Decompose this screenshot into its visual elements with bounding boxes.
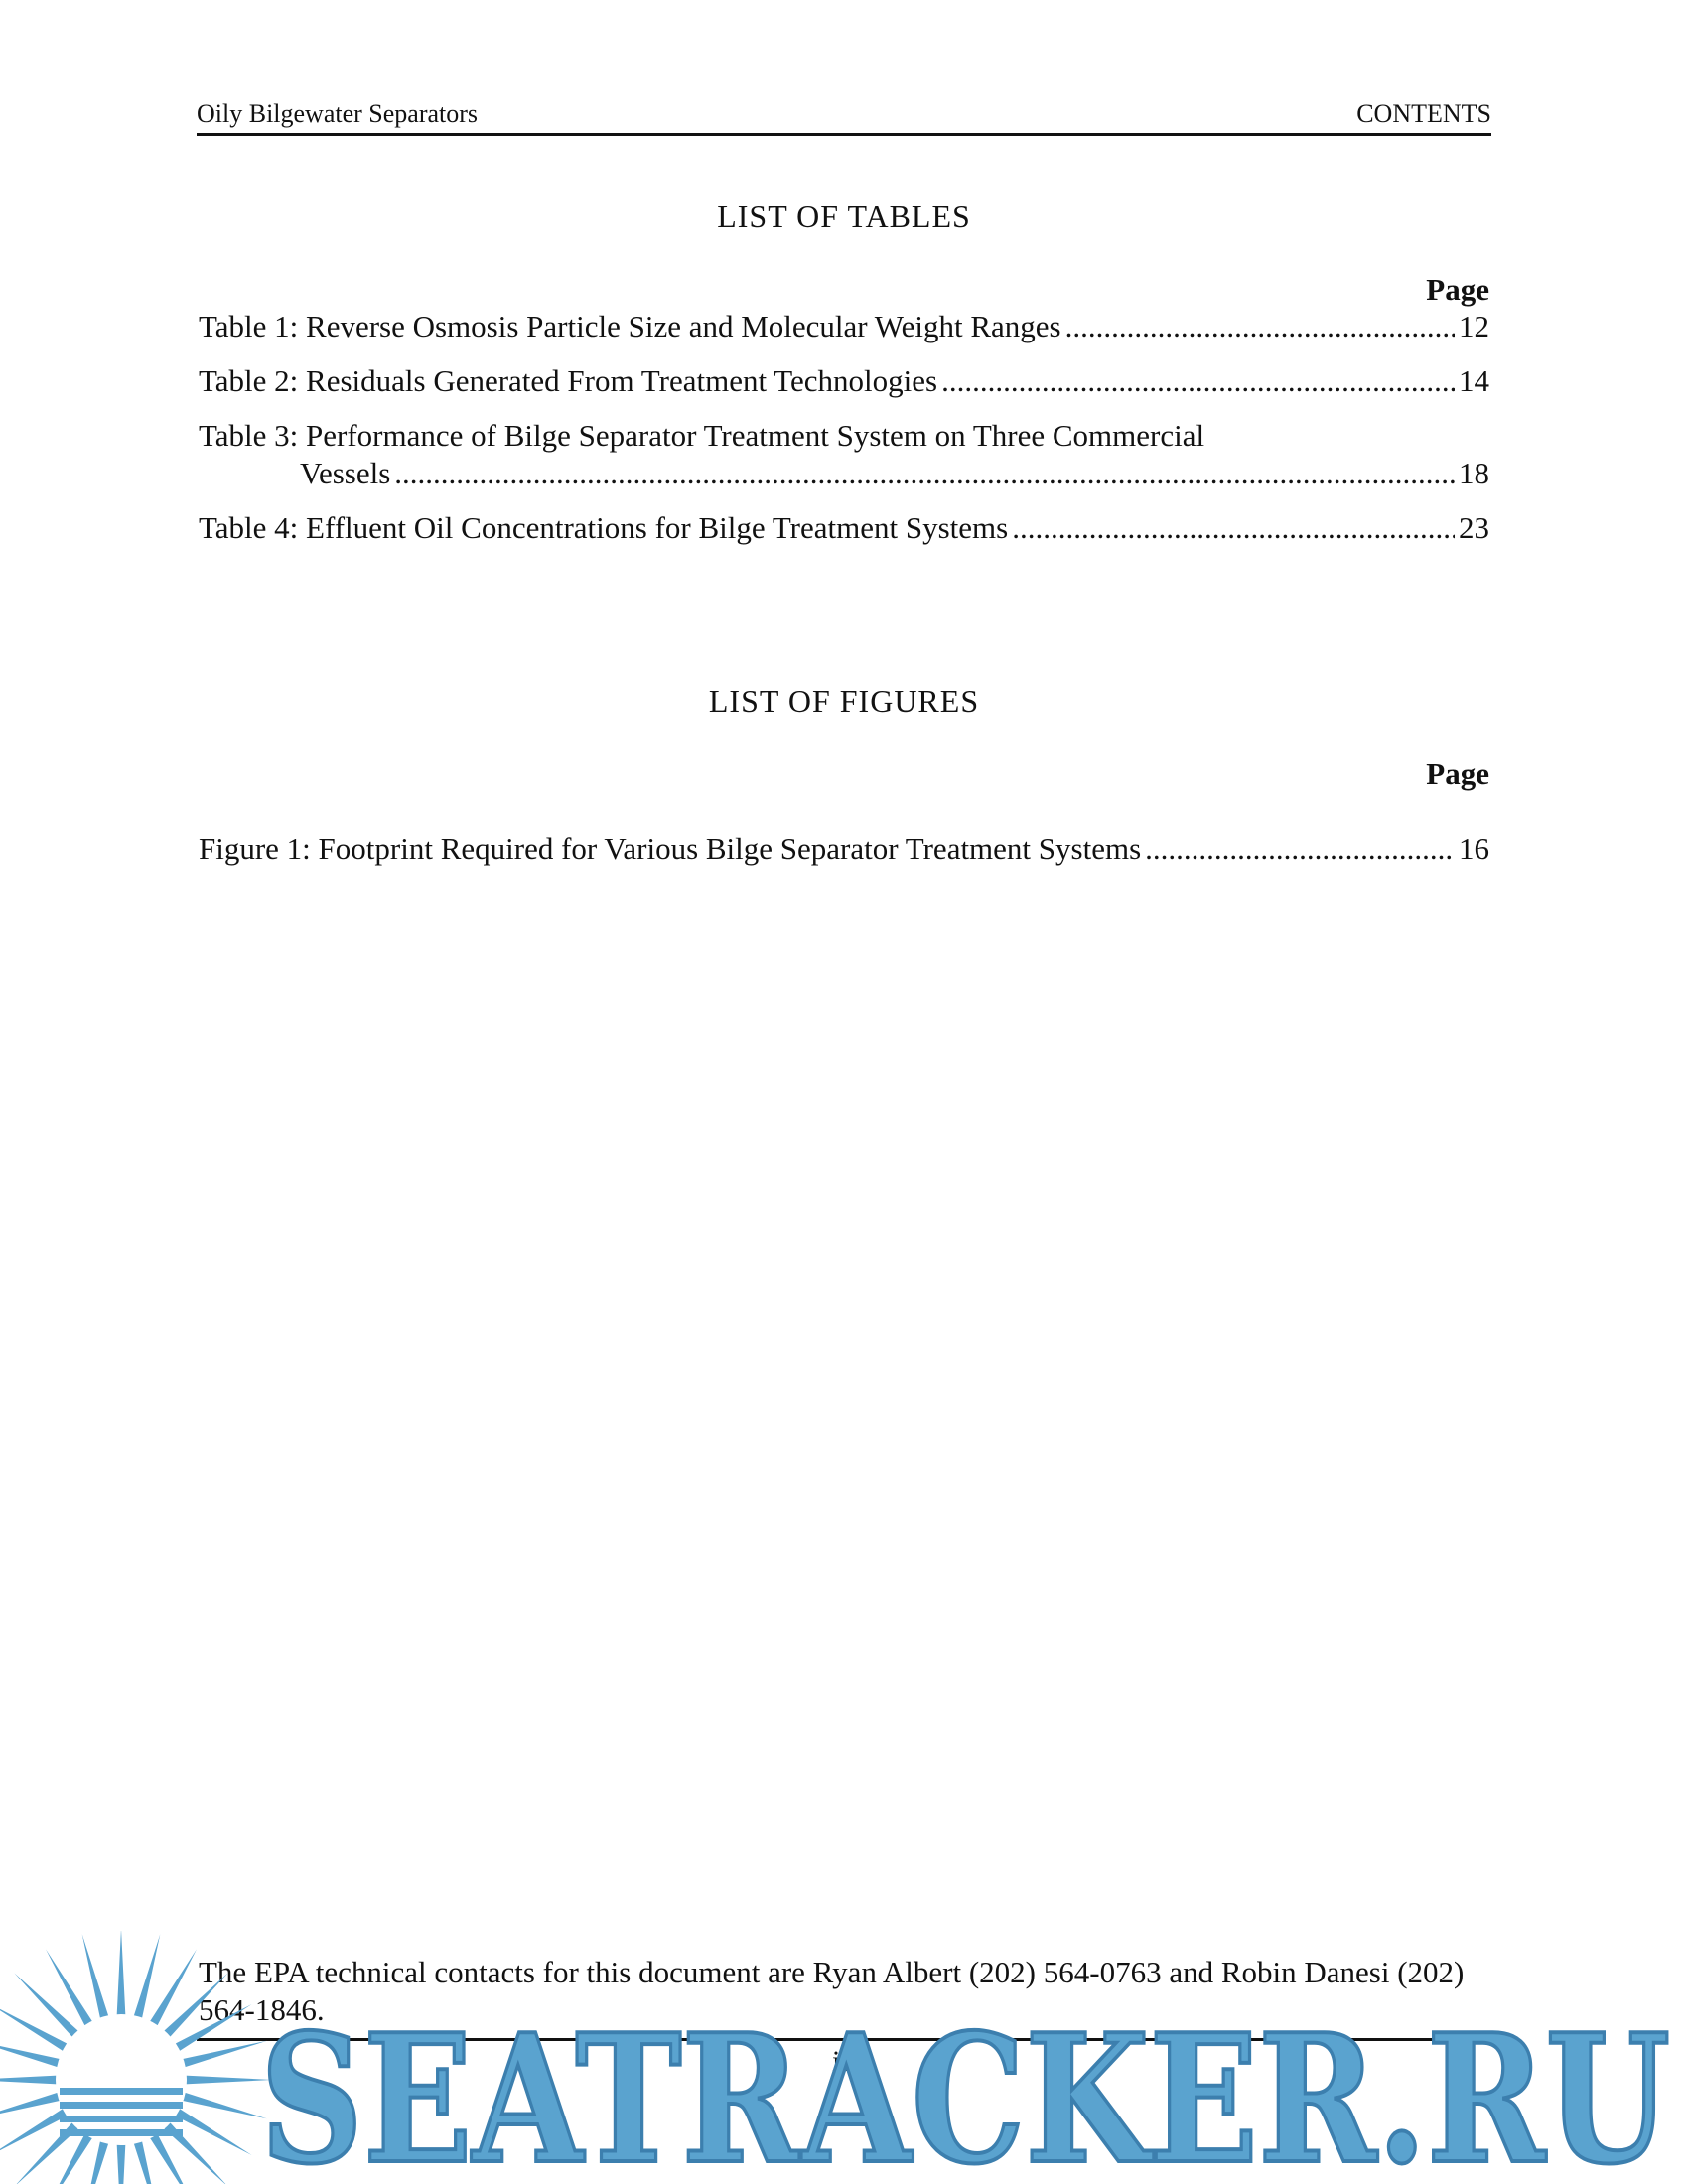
toc-entry-table-2[interactable] (199, 362, 1489, 400)
dot-leader (941, 362, 1455, 400)
toc-entry-label[interactable]: Table 2: Residuals Generated From Treatment Technologies (199, 363, 938, 398)
header-document-title: Oily Bilgewater Separators (197, 99, 479, 128)
list-of-figures-title: LIST OF FIGURES (708, 683, 980, 719)
header-section-name: CONTENTS (1356, 99, 1491, 128)
toc-entry-label[interactable]: Table 1: Reverse Osmosis Particle Size and Molecular Weight Ranges (199, 309, 1061, 343)
toc-entry-page[interactable]: 16 (1459, 831, 1489, 866)
toc-entry-label-continued[interactable]: Vessels (300, 456, 391, 490)
toc-entry-table-4[interactable] (199, 509, 1489, 547)
running-header (197, 99, 1491, 136)
sun-wave-band (60, 2129, 183, 2136)
dot-leader (1145, 830, 1455, 868)
dot-leader (1012, 509, 1455, 547)
page-number: ii (832, 2045, 849, 2078)
toc-entry-page[interactable]: 12 (1459, 309, 1489, 343)
dot-leader (394, 455, 1455, 492)
dot-leader (1065, 308, 1455, 345)
sun-wave-band (60, 2116, 183, 2122)
toc-entry-table-1[interactable] (199, 308, 1489, 345)
list-of-figures (199, 830, 1489, 868)
epa-contacts-note: The EPA technical contacts for this document are Ryan Albert (202) 564-0763 and Robin Danesi (202) 564-1846. (199, 1955, 1465, 2027)
toc-entry-page[interactable]: 14 (1459, 363, 1489, 398)
watermark-text: SEATRACKER.RU (260, 1995, 1670, 2184)
list-of-tables (199, 308, 1489, 547)
seatracker-watermark (0, 1931, 1688, 2184)
sun-wave-band (60, 2088, 183, 2095)
toc-entry-page[interactable]: 18 (1459, 456, 1489, 490)
tables-page-heading: Page (1426, 272, 1489, 307)
toc-entry-figure-1[interactable] (199, 830, 1489, 868)
sun-wave-band (60, 2102, 183, 2109)
toc-entry-label[interactable]: Table 3: Performance of Bilge Separator Treatment System on Three Commercial (199, 418, 1205, 453)
figures-page-heading: Page (1426, 756, 1489, 791)
toc-entry-page[interactable]: 23 (1459, 510, 1489, 545)
sun-icon (0, 1931, 272, 2184)
toc-entry-table-3[interactable] (199, 417, 1489, 492)
toc-entry-label[interactable]: Figure 1: Footprint Required for Various Bilge Separator Treatment Systems (199, 831, 1142, 866)
sun-disc (56, 2014, 187, 2145)
toc-entry-label[interactable]: Table 4: Effluent Oil Concentrations for Bilge Treatment Systems (199, 510, 1009, 545)
list-of-tables-title: LIST OF TABLES (717, 199, 971, 234)
